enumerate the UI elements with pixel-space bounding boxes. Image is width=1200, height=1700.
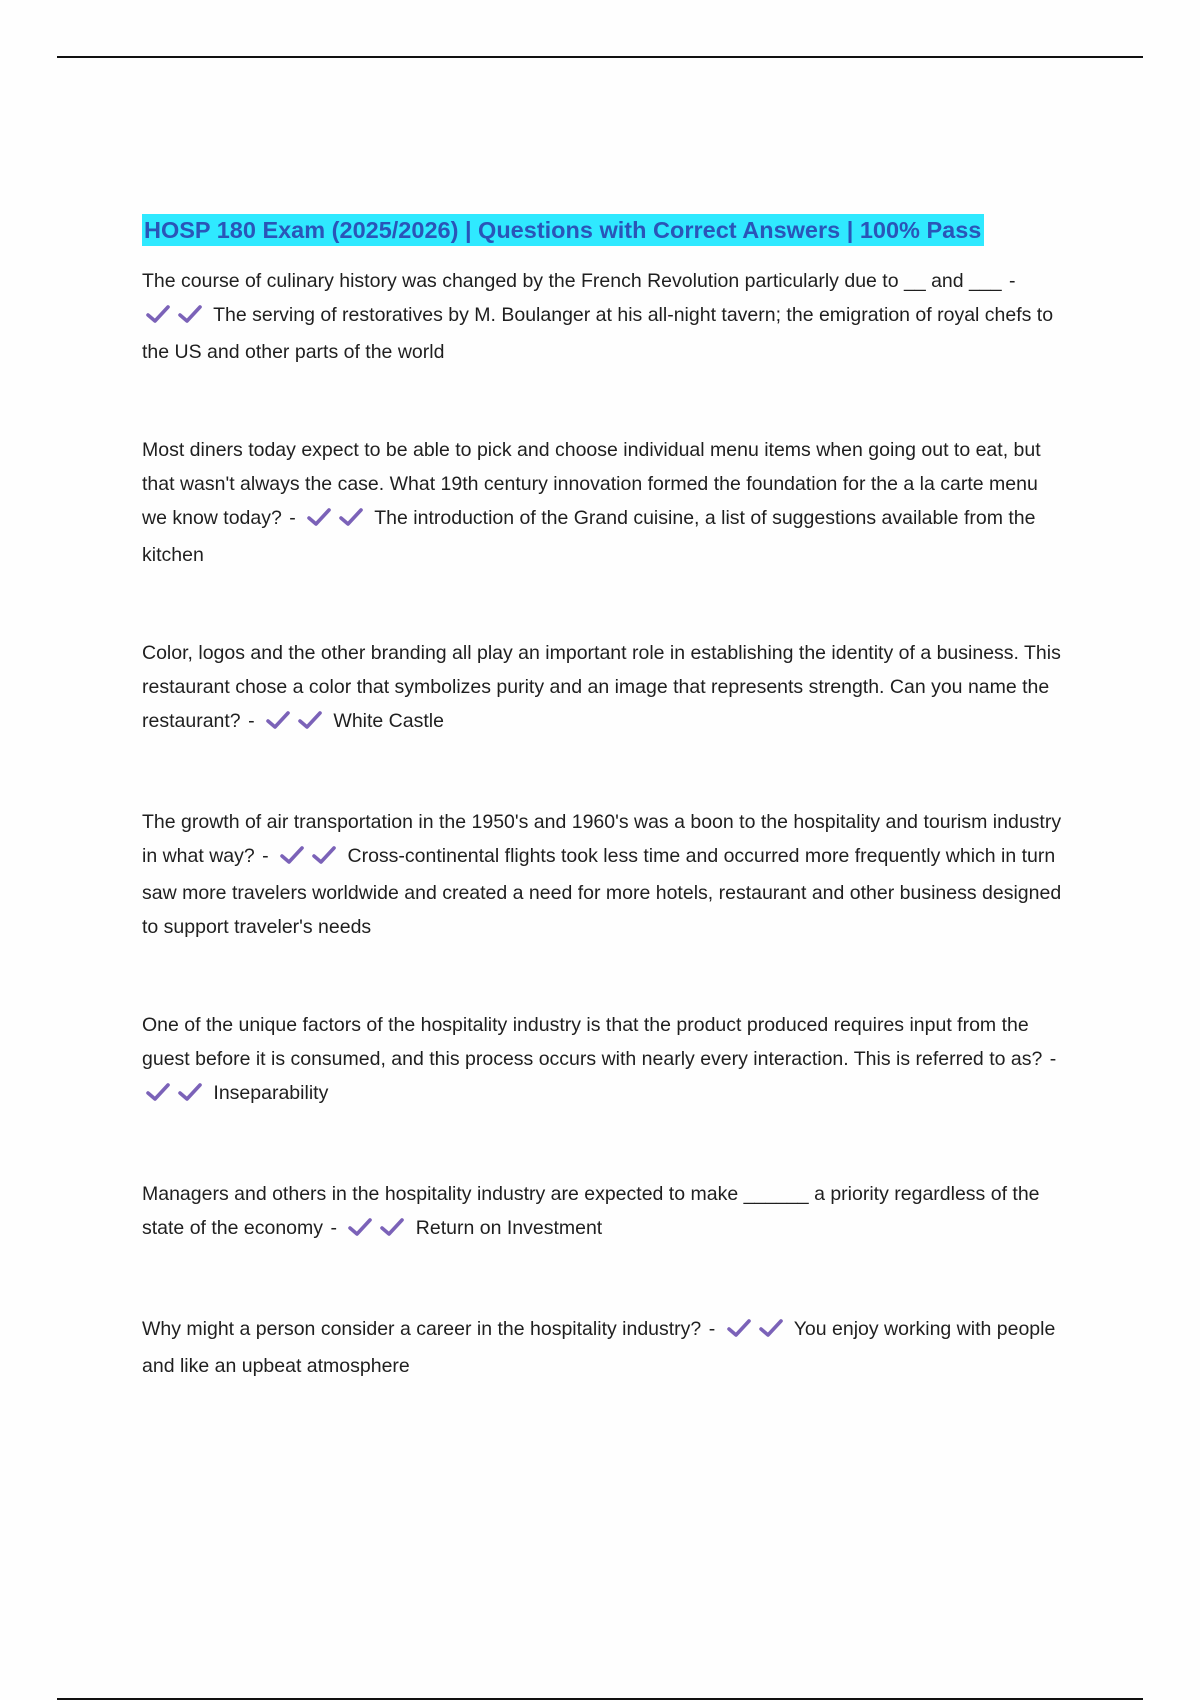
separator: - — [289, 507, 296, 529]
answer-checkmarks — [307, 504, 367, 538]
qa-item — [142, 1177, 1062, 1248]
answer-text: Return on Investment — [415, 1217, 603, 1239]
question-text: Color, logos and the other branding all play an important role in establishing the identity of a business. This restaurant chose a color that symbolizes purity and an image that represents strength. Can you name the restaurant? — [142, 642, 1061, 732]
separator: - — [262, 845, 269, 867]
qa-item — [142, 1312, 1062, 1383]
check-mark-icon — [727, 1318, 751, 1338]
check-mark-icon — [312, 845, 336, 865]
answer-checkmarks — [348, 1214, 408, 1248]
answer-text: You enjoy working with people and like an upbeat atmosphere — [142, 1318, 1056, 1377]
check-mark-icon — [348, 1217, 372, 1237]
top-rule — [57, 56, 1143, 58]
check-mark-icon — [146, 1082, 170, 1102]
document-title: HOSP 180 Exam (2025/2026) | Questions with Correct Answers | 100% Pass — [142, 214, 984, 246]
question-text: The course of culinary history was changed by the French Revolution particularly due to __ and ___ — [142, 270, 1002, 292]
answer-text: Inseparability — [213, 1082, 329, 1104]
answer-checkmarks — [266, 707, 326, 741]
separator: - — [248, 710, 255, 732]
check-mark-icon — [266, 710, 290, 730]
check-mark-icon — [380, 1217, 404, 1237]
answer-checkmarks — [727, 1315, 787, 1349]
qa-item — [142, 636, 1062, 741]
check-mark-icon — [178, 304, 202, 324]
check-mark-icon — [280, 845, 304, 865]
question-text: Managers and others in the hospitality industry are expected to make ______ a priority regardless of the state of the economy — [142, 1183, 1040, 1239]
answer-checkmarks — [280, 842, 340, 876]
answer-text: The serving of restoratives by M. Boulanger at his all-night tavern; the emigration of royal chefs to the US and other parts of the world — [142, 304, 1054, 363]
answer-text: Cross-continental flights took less time and occurred more frequently which in turn saw more travelers worldwide and created a need for more hotels, restaurant and other business designed to support traveler's needs — [142, 845, 1062, 938]
check-mark-icon — [307, 507, 331, 527]
qa-item — [142, 1008, 1062, 1113]
separator: - — [1009, 270, 1016, 292]
separator: - — [1049, 1048, 1057, 1070]
separator: - — [708, 1318, 716, 1340]
check-mark-icon — [178, 1082, 202, 1102]
qa-item — [142, 805, 1062, 944]
answer-text: White Castle — [333, 710, 444, 732]
question-text: Why might a person consider a career in the hospitality industry? — [142, 1318, 702, 1340]
check-mark-icon — [759, 1318, 783, 1338]
qa-list — [142, 264, 1062, 1383]
question-text: The growth of air transportation in the 1950's and 1960's was a boon to the hospitality and tourism industry in what way? — [142, 811, 1062, 867]
check-mark-icon — [298, 710, 322, 730]
answer-checkmarks — [146, 1079, 206, 1113]
question-text: One of the unique factors of the hospitality industry is that the product produced requires input from the guest before it is consumed, and this process occurs with nearly every interaction. This is referred to as? — [142, 1014, 1043, 1070]
check-mark-icon — [339, 507, 363, 527]
separator: - — [330, 1217, 337, 1239]
qa-item — [142, 264, 1062, 369]
answer-checkmarks — [146, 301, 206, 335]
document-content — [142, 214, 1062, 1383]
answer-text: The introduction of the Grand cuisine, a list of suggestions available from the kitchen — [142, 507, 1036, 566]
question-text: Most diners today expect to be able to pick and choose individual menu items when going out to eat, but that wasn't always the case. What 19th century innovation formed the foundation for the a la carte menu we know today? — [142, 439, 1041, 529]
check-mark-icon — [146, 304, 170, 324]
qa-item — [142, 433, 1062, 572]
